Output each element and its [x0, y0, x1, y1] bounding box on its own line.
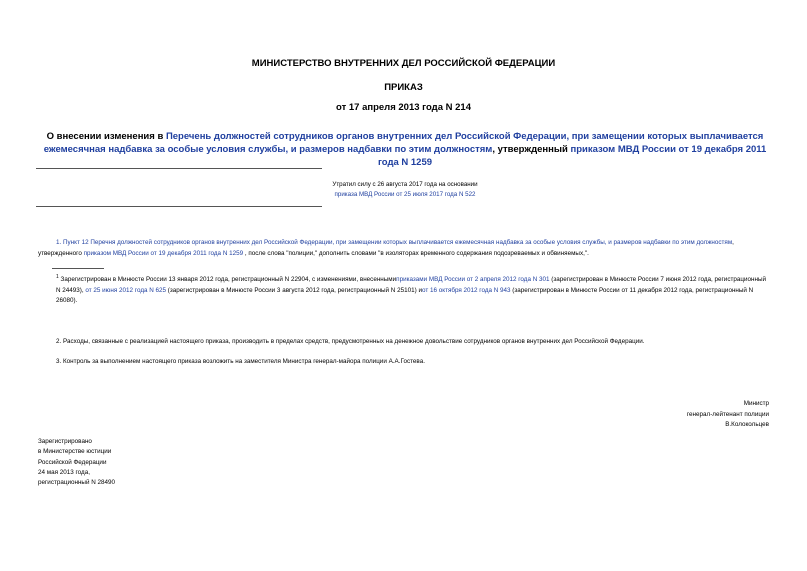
footnote-link-2[interactable]: от 25 июня 2012 года N 625	[85, 286, 167, 294]
registration-line-3: Российской Федерации	[38, 458, 107, 466]
document-date-number: от 17 апреля 2013 года N 214	[336, 102, 471, 113]
status-link[interactable]: приказа МВД России от 25 июля 2017 года N 522	[334, 191, 476, 198]
footnote-link-1[interactable]: приказами МВД России от 2 апреля 2012 года N 301	[396, 276, 550, 284]
paragraph-1-order-link[interactable]: приказом МВД России от 19 декабря 2011 года N 1259	[83, 249, 244, 257]
document-type: ПРИКАЗ	[384, 82, 423, 93]
title-prefix: О внесении изменения в	[46, 131, 166, 142]
signature-block	[569, 399, 769, 431]
registration-line-4: 24 мая 2013 года,	[38, 468, 90, 476]
registration-line-2: в Министерстве юстиции	[38, 448, 112, 456]
divider-top	[36, 168, 322, 169]
footnote-text-a: Зарегистрирован в Минюсте России 13 января 2012 года, регистрационный N 22904, с изменениями, внесенными	[58, 276, 397, 284]
footnote	[38, 272, 770, 307]
registration-block	[38, 437, 238, 488]
status-note	[300, 180, 510, 200]
footnote-text-b: (зарегистрирован в Минюсте России 7 июня 2012 года, регистрационный N 24493),	[56, 276, 766, 294]
signature-title: Министр	[743, 400, 769, 407]
footnote-text-d: (зарегистрирован в Минюсте России от 11 декабря 2012 года, регистрационный N 26080).	[56, 286, 754, 305]
document-title	[36, 130, 774, 169]
paragraph-1-text-a: , утвержденного	[38, 239, 734, 257]
paragraph-1-text-b: , после слова "полиции," дополнить словами "в изоляторах временного содержания подозреваемых и обвиняемых,".	[243, 249, 589, 257]
title-list-link[interactable]: Перечень должностей сотрудников органов внутренних дел Российской Федерации, при замещении которых выплачивается ежемесячная надбавка за особые условия службы, и размеров надбавки по этим должностям	[43, 131, 764, 155]
paragraph-1-list-link[interactable]: 1. Пункт 12 Перечня должностей сотрудников органов внутренних дел Российской Федерации, при замещении которых выплачивается ежемесячная надбавка за особые условия службы, и размеров надбавки по этим должностям	[56, 239, 733, 246]
signature-name: В.Колокольцев	[725, 421, 769, 428]
footnote-text-c: (зарегистрирован в Минюсте России 3 августа 2012 года, регистрационный N 25101) и	[166, 286, 422, 294]
divider-bottom	[36, 206, 322, 207]
paragraph-1	[38, 238, 770, 259]
status-text: Утратил силу с 26 августа 2017 года на основании	[332, 181, 478, 188]
footnote-marker: 1	[56, 274, 59, 280]
title-middle: , утвержденный	[492, 144, 571, 155]
registration-line-5: регистрационный N 28490	[38, 479, 116, 487]
title-order-link[interactable]: приказом МВД России от 19 декабря 2011 года N 1259	[377, 144, 767, 168]
signature-rank: генерал-лейтенант полиции	[686, 410, 769, 418]
paragraph-2: 2. Расходы, связанные с реализацией настоящего приказа, производить в пределах средств, предусмотренных на денежное довольствие сотрудников органов внутренних дел Российской Федерации.	[56, 338, 645, 345]
registration-line-1: Зарегистрировано	[38, 438, 92, 445]
footnote-rule	[52, 268, 104, 269]
footnote-link-3[interactable]: от 16 октября 2012 года N 943	[421, 286, 511, 294]
ministry-heading: МИНИСТЕРСТВО ВНУТРЕННИХ ДЕЛ РОССИЙСКОЙ ФЕДЕРАЦИИ	[251, 58, 556, 69]
paragraph-3: 3. Контроль за выполнением настоящего приказа возложить на заместителя Министра генерал-майора полиции А.А.Гостева.	[56, 358, 425, 365]
